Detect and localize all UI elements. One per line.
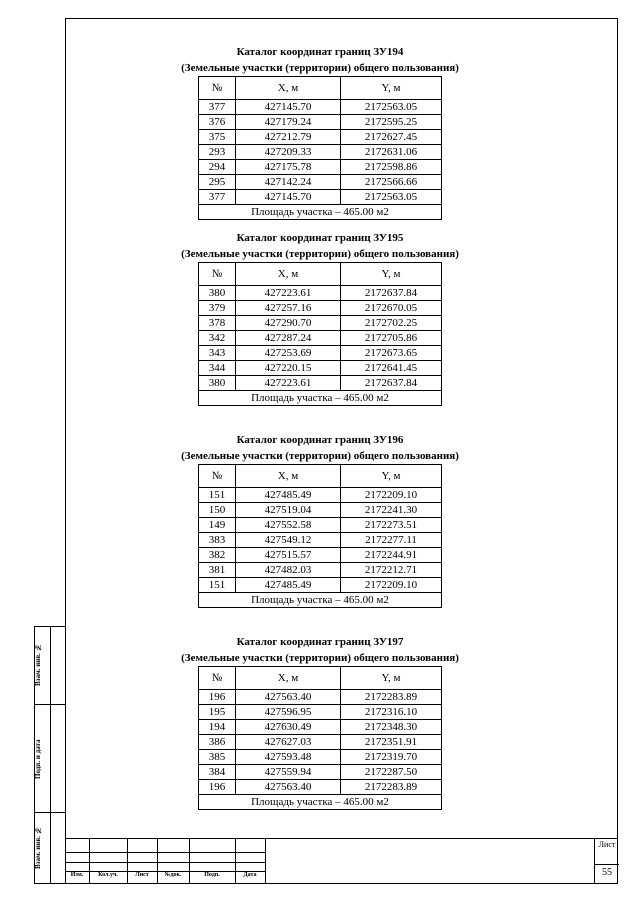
catalog-subtitle: (Земельные участки (территории) общего пользования) xyxy=(181,652,459,664)
cell-x: 427519.04 xyxy=(236,503,341,518)
cell-y: 2172670.05 xyxy=(341,301,442,316)
cell-y: 2172702.25 xyxy=(341,316,442,331)
cell-y: 2172244.91 xyxy=(341,548,442,563)
cell-x: 427559.94 xyxy=(236,765,341,780)
cell-point: 379 xyxy=(199,301,236,316)
cell-x: 427630.49 xyxy=(236,720,341,735)
cell-point: 150 xyxy=(199,503,236,518)
cell-point: 384 xyxy=(199,765,236,780)
cell-y: 2172631.06 xyxy=(341,145,442,160)
cell-point: 344 xyxy=(199,361,236,376)
cell-point: 377 xyxy=(199,100,236,115)
side-label-3: Взам. инв. № xyxy=(34,826,42,870)
cell-y: 2172641.45 xyxy=(341,361,442,376)
table-row xyxy=(199,563,442,578)
cell-point: 377 xyxy=(199,190,236,205)
table-row xyxy=(199,765,442,780)
area-row xyxy=(199,593,442,608)
cell-y: 2172705.86 xyxy=(341,331,442,346)
cell-y: 2172241.30 xyxy=(341,503,442,518)
area-cell: Площадь участка – 465.00 м2 xyxy=(199,205,442,220)
cell-point: 342 xyxy=(199,331,236,346)
table-row xyxy=(199,488,442,503)
cell-y: 2172637.84 xyxy=(341,376,442,391)
coords-table xyxy=(198,464,442,608)
cell-point: 376 xyxy=(199,115,236,130)
table-row xyxy=(199,115,442,130)
col-header-x: X, м xyxy=(236,263,341,286)
cell-y: 2172566.66 xyxy=(341,175,442,190)
table-row xyxy=(199,750,442,765)
col-header-x: X, м xyxy=(236,465,341,488)
cell-point: 375 xyxy=(199,130,236,145)
cell-y: 2172598.86 xyxy=(341,160,442,175)
table-header-row xyxy=(199,465,442,488)
catalog-block xyxy=(0,230,640,406)
cell-y: 2172273.51 xyxy=(341,518,442,533)
col-header-n: № xyxy=(199,667,236,690)
catalog-title: Каталог координат границ ЗУ194 xyxy=(236,46,404,58)
col-header-n: № xyxy=(199,77,236,100)
area-cell: Площадь участка – 465.00 м2 xyxy=(199,593,442,608)
col-header-x: X, м xyxy=(236,77,341,100)
cell-x: 427287.24 xyxy=(236,331,341,346)
table-row xyxy=(199,376,442,391)
cell-y: 2172209.10 xyxy=(341,578,442,593)
cell-point: 195 xyxy=(199,705,236,720)
table-row xyxy=(199,361,442,376)
cell-x: 427223.61 xyxy=(236,376,341,391)
cell-x: 427563.40 xyxy=(236,780,341,795)
cell-x: 427549.12 xyxy=(236,533,341,548)
cell-y: 2172563.05 xyxy=(341,190,442,205)
table-row xyxy=(199,175,442,190)
col-header-n: № xyxy=(199,465,236,488)
cell-x: 427485.49 xyxy=(236,488,341,503)
cell-x: 427515.57 xyxy=(236,548,341,563)
table-header-row xyxy=(199,263,442,286)
area-cell: Площадь участка – 465.00 м2 xyxy=(199,795,442,810)
cell-y: 2172595.25 xyxy=(341,115,442,130)
coords-table xyxy=(198,262,442,406)
sheet-number: 55 xyxy=(595,864,619,878)
table-row xyxy=(199,130,442,145)
cell-x: 427179.24 xyxy=(236,115,341,130)
cell-y: 2172673.65 xyxy=(341,346,442,361)
catalog-title: Каталог координат границ ЗУ196 xyxy=(236,434,404,446)
table-header-row xyxy=(199,77,442,100)
cell-x: 427253.69 xyxy=(236,346,341,361)
col-header-y: Y, м xyxy=(341,77,442,100)
cell-point: 194 xyxy=(199,720,236,735)
catalog-subtitle: (Земельные участки (территории) общего пользования) xyxy=(181,248,459,260)
table-row xyxy=(199,705,442,720)
cell-x: 427223.61 xyxy=(236,286,341,301)
cell-point: 294 xyxy=(199,160,236,175)
area-row xyxy=(199,795,442,810)
table-row xyxy=(199,578,442,593)
stamp-label: Подп. xyxy=(204,872,220,878)
cell-x: 427627.03 xyxy=(236,735,341,750)
stamp-label: №док. xyxy=(164,872,182,878)
sheet-label: Лист xyxy=(598,840,616,849)
cell-y: 2172627.45 xyxy=(341,130,442,145)
table-row xyxy=(199,518,442,533)
stamp-label: Кол.уч. xyxy=(98,872,118,878)
coords-table xyxy=(198,76,442,220)
catalog-subtitle: (Земельные участки (территории) общего пользования) xyxy=(181,62,459,74)
coords-table xyxy=(198,666,442,810)
table-row xyxy=(199,735,442,750)
area-row xyxy=(199,391,442,406)
cell-x: 427563.40 xyxy=(236,690,341,705)
area-row xyxy=(199,205,442,220)
side-label-2: Подп. и дата xyxy=(34,739,42,779)
table-row xyxy=(199,346,442,361)
cell-x: 427145.70 xyxy=(236,100,341,115)
cell-point: 196 xyxy=(199,690,236,705)
sheet-box xyxy=(594,838,619,884)
table-row xyxy=(199,316,442,331)
cell-x: 427212.79 xyxy=(236,130,341,145)
col-header-x: X, м xyxy=(236,667,341,690)
cell-x: 427482.03 xyxy=(236,563,341,578)
cell-x: 427596.95 xyxy=(236,705,341,720)
table-row xyxy=(199,286,442,301)
cell-y: 2172283.89 xyxy=(341,780,442,795)
cell-y: 2172348.30 xyxy=(341,720,442,735)
catalog-block xyxy=(0,44,640,220)
catalog-subtitle: (Земельные участки (территории) общего пользования) xyxy=(181,450,459,462)
cell-point: 343 xyxy=(199,346,236,361)
catalog-block xyxy=(0,432,640,608)
cell-point: 149 xyxy=(199,518,236,533)
cell-x: 427209.33 xyxy=(236,145,341,160)
cell-point: 386 xyxy=(199,735,236,750)
col-header-y: Y, м xyxy=(341,465,442,488)
cell-point: 295 xyxy=(199,175,236,190)
cell-y: 2172637.84 xyxy=(341,286,442,301)
side-label-1: Взам. инв. № xyxy=(34,643,42,687)
table-row xyxy=(199,780,442,795)
cell-y: 2172319.70 xyxy=(341,750,442,765)
cell-x: 427290.70 xyxy=(236,316,341,331)
cell-x: 427220.15 xyxy=(236,361,341,376)
cell-point: 382 xyxy=(199,548,236,563)
cell-point: 383 xyxy=(199,533,236,548)
table-row xyxy=(199,301,442,316)
table-header-row xyxy=(199,667,442,690)
table-row xyxy=(199,160,442,175)
catalog-block xyxy=(0,634,640,810)
cell-y: 2172277.11 xyxy=(341,533,442,548)
cell-y: 2172209.10 xyxy=(341,488,442,503)
table-row xyxy=(199,548,442,563)
table-row xyxy=(199,100,442,115)
cell-point: 380 xyxy=(199,376,236,391)
catalog-title: Каталог координат границ ЗУ195 xyxy=(236,232,404,244)
stamp-label: Изм. xyxy=(70,872,84,878)
cell-x: 427593.48 xyxy=(236,750,341,765)
cell-point: 380 xyxy=(199,286,236,301)
cell-point: 151 xyxy=(199,488,236,503)
cell-point: 381 xyxy=(199,563,236,578)
table-row xyxy=(199,533,442,548)
cell-point: 196 xyxy=(199,780,236,795)
col-header-y: Y, м xyxy=(341,263,442,286)
cell-x: 427257.16 xyxy=(236,301,341,316)
table-row xyxy=(199,190,442,205)
table-row xyxy=(199,503,442,518)
cell-y: 2172351.91 xyxy=(341,735,442,750)
table-row xyxy=(199,690,442,705)
cell-x: 427142.24 xyxy=(236,175,341,190)
cell-y: 2172563.05 xyxy=(341,100,442,115)
table-row xyxy=(199,720,442,735)
cell-x: 427552.58 xyxy=(236,518,341,533)
col-header-n: № xyxy=(199,263,236,286)
cell-point: 378 xyxy=(199,316,236,331)
table-row xyxy=(199,331,442,346)
cell-y: 2172287.50 xyxy=(341,765,442,780)
stamp-label: Дата xyxy=(243,872,257,878)
cell-x: 427145.70 xyxy=(236,190,341,205)
cell-x: 427485.49 xyxy=(236,578,341,593)
cell-point: 151 xyxy=(199,578,236,593)
cell-y: 2172316.10 xyxy=(341,705,442,720)
col-header-y: Y, м xyxy=(341,667,442,690)
stamp-label: Лист xyxy=(135,872,149,878)
catalog-title: Каталог координат границ ЗУ197 xyxy=(236,636,404,648)
cell-point: 293 xyxy=(199,145,236,160)
cell-point: 385 xyxy=(199,750,236,765)
area-cell: Площадь участка – 465.00 м2 xyxy=(199,391,442,406)
cell-y: 2172283.89 xyxy=(341,690,442,705)
cell-y: 2172212.71 xyxy=(341,563,442,578)
table-row xyxy=(199,145,442,160)
cell-x: 427175.78 xyxy=(236,160,341,175)
